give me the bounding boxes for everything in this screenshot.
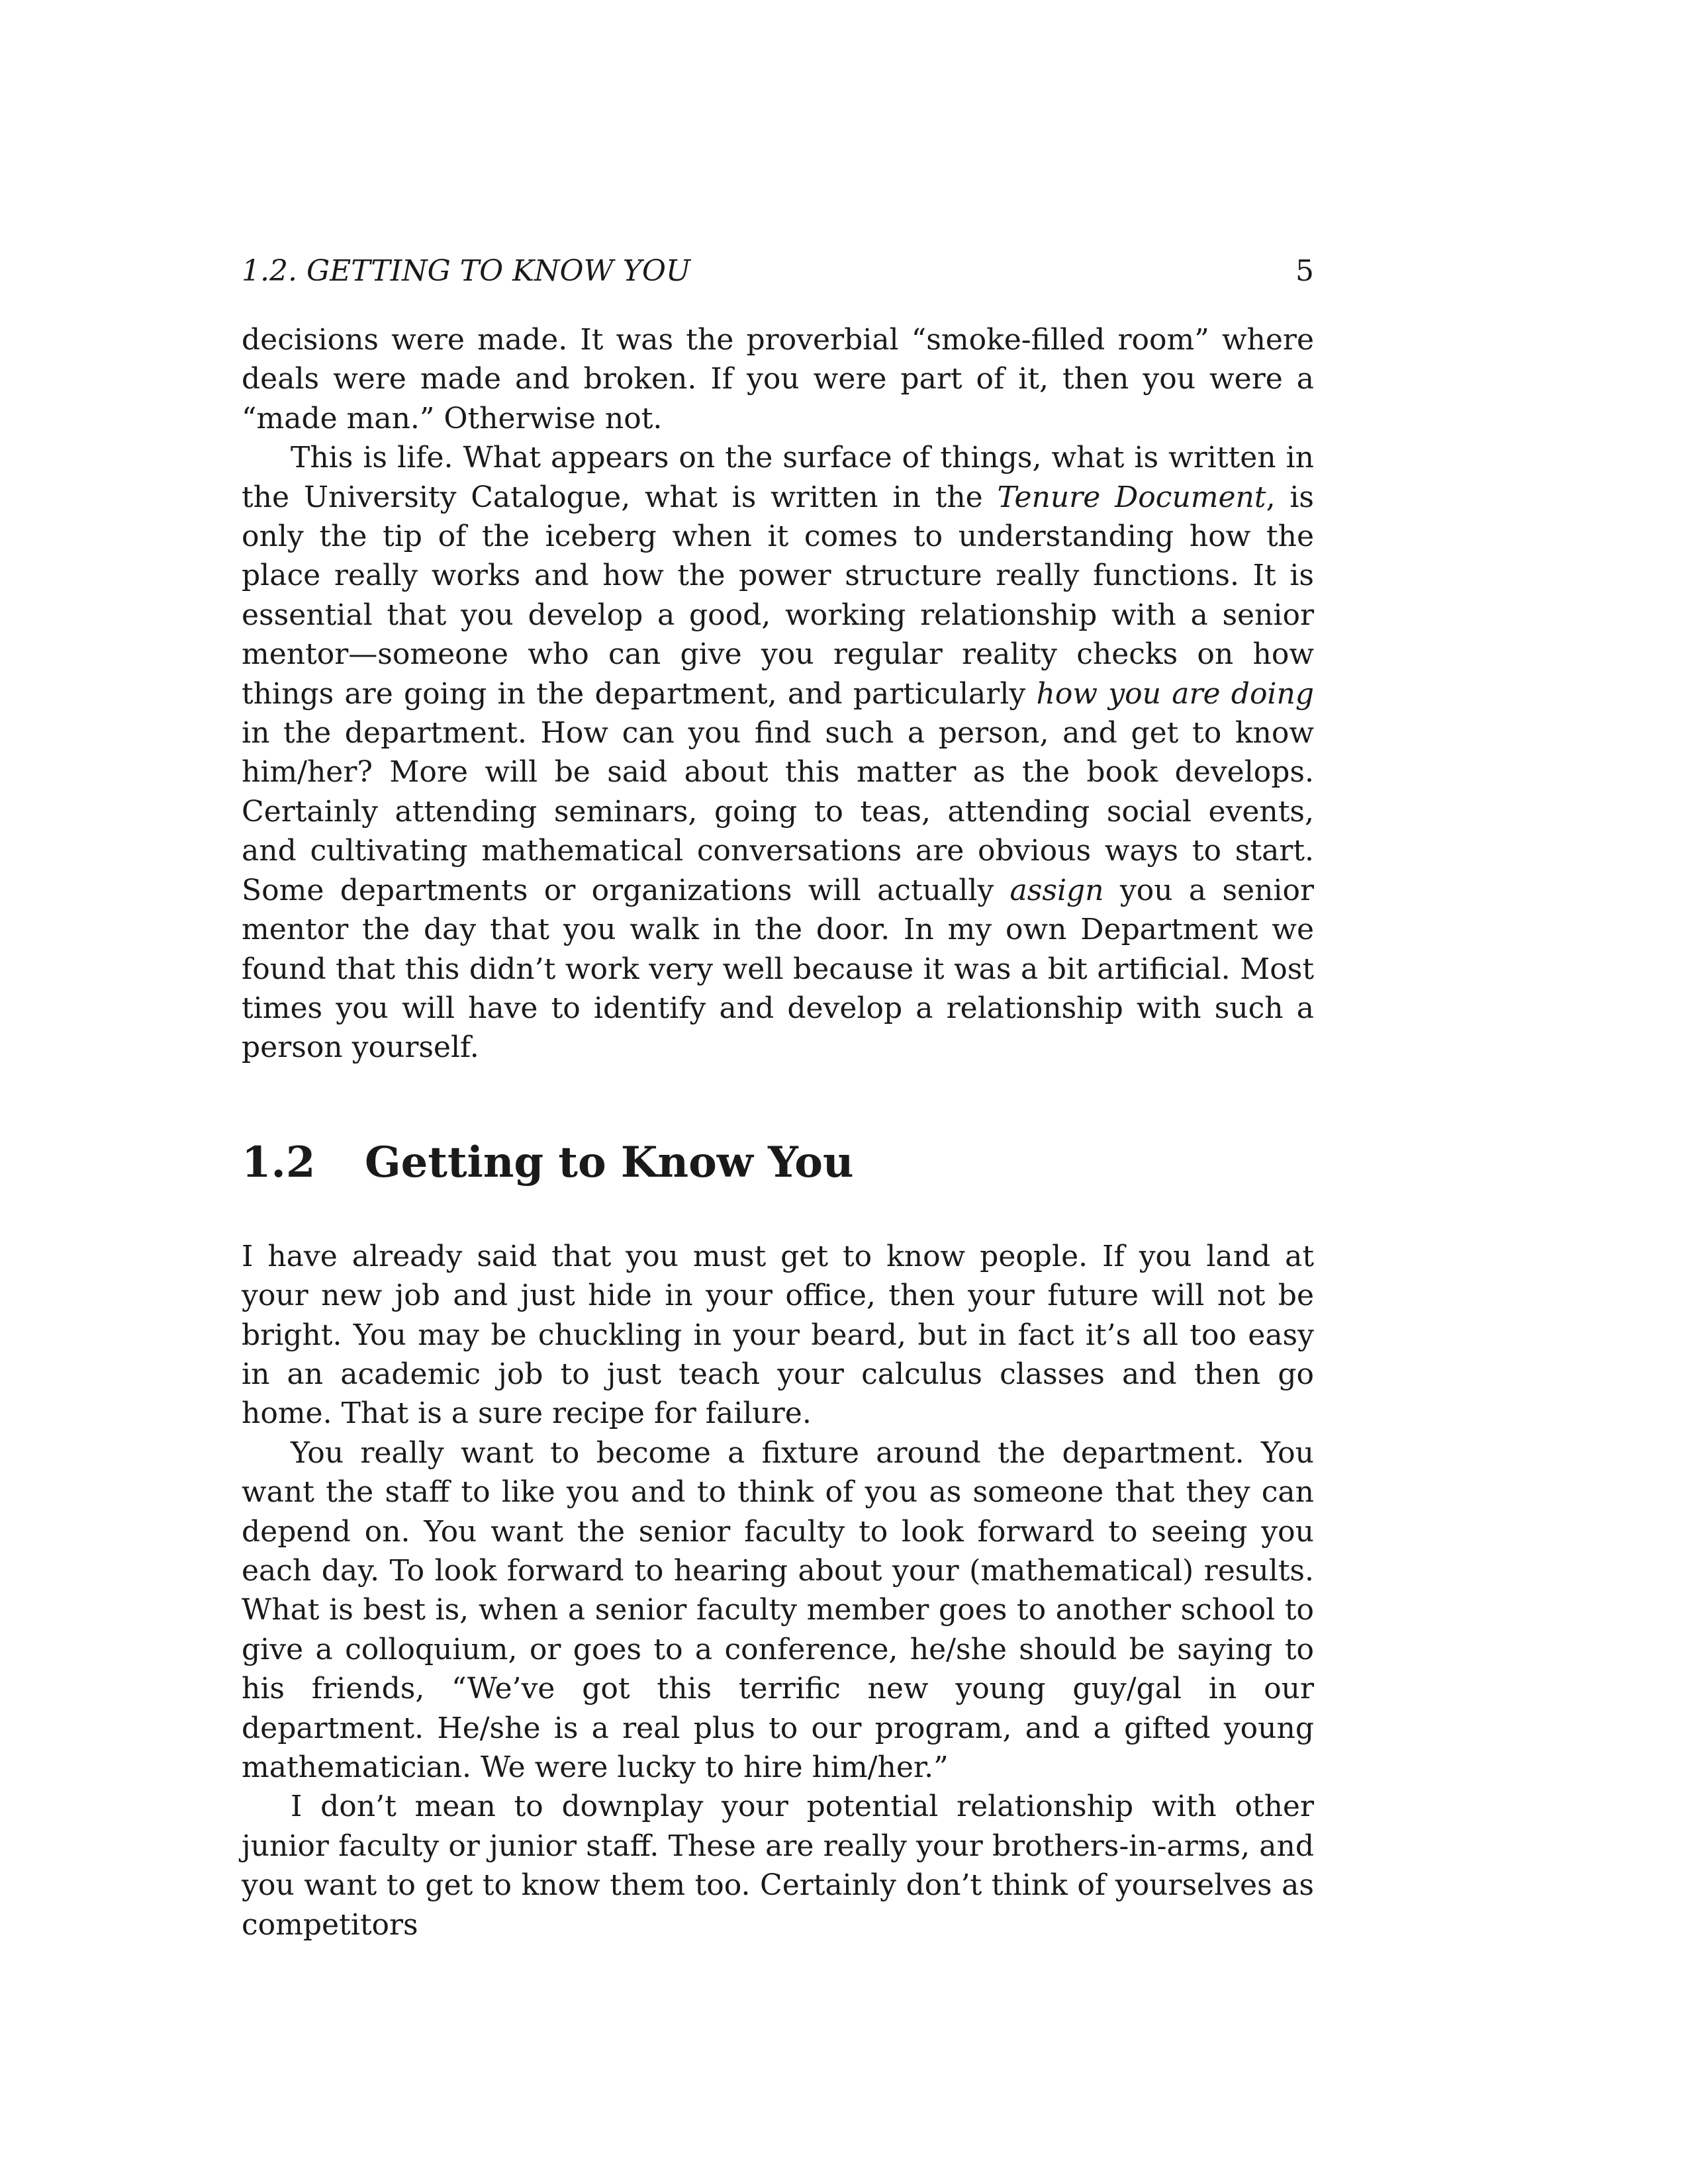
running-head [242,251,1314,291]
paragraph-text-segment: This is life. What appears on the surface of things, what is written in the University Catalogue, what is written in the [242,441,1314,514]
paragraph-this-is-life [242,438,1314,1068]
paragraph-text-segment: you a senior mentor the day that you walk in the door. In my own Department we found that this didn’t work very well because it was a bit artificial. Most times you will have to identify and develop a relationship with such a person yourself. [242,873,1314,1065]
section-title: Getting to Know You [365,1137,854,1187]
paragraph-text-segment: , is only the tip of the iceberg when it comes to understanding how the place really works and how the power structure really functions. It is essential that you develop a good, working relationship with a senior mentor—someone who can give you regular reality checks on how things are going in the department, and particularly [242,480,1314,711]
book-page [242,251,1314,1944]
paragraph-text-segment: in the department. How can you find such a person, and get to know him/her? More will be said about this matter as the book develops. Certainly attending seminars, going to teas, attending social events, and cultivating mathematical conversations are obvious ways to start. Some departments or organizations will actually [242,716,1314,907]
section-heading [242,1136,1314,1189]
paragraph-junior-faculty: I don’t mean to downplay your potential relationship with other junior faculty or junior staff. These are really your brothers-in-arms, and you want to get to know them too. Certainly don’t think of yourselves as competitors [242,1790,1314,1942]
page-number: 5 [1295,254,1314,288]
section-number: 1.2 [242,1137,316,1187]
paragraph-know-people: I have already said that you must get to know people. If you land at your new job and just hide in your office, then your future will not be bright. You may be chuckling in your beard, but in fact it’s all too easy in an academic job to just teach your calculus classes and then go home. That is a sure recipe for failure. [242,1239,1314,1431]
continued-paragraph: decisions were made. It was the proverbial “smoke-filled room” where deals were made and broken. If you were part of it, then you were a “made man.” Otherwise not. [242,323,1314,435]
emphasis-how-you-are-doing: how you are doing [1036,676,1315,711]
emphasis-tenure-document: Tenure Document [997,480,1266,514]
paragraph-fixture: You really want to become a fixture around the department. You want the staff to like you and to think of you as someone that they can depend on. You want the senior faculty to look forward to seeing you each day. To look forward to hearing about your (mathematical) results. What is best is, when a senior faculty member goes to another school to give a colloquium, or goes to a conference, he/she should be saying to his friends, “We’ve got this terrific new young guy/gal in our department. He/she is a real plus to our program, and a gifted young mathematician. We were lucky to hire him/her.” [242,1435,1314,1784]
running-head-title: 1.2. GETTING TO KNOW YOU [242,254,691,288]
emphasis-assign: assign [1009,873,1104,907]
